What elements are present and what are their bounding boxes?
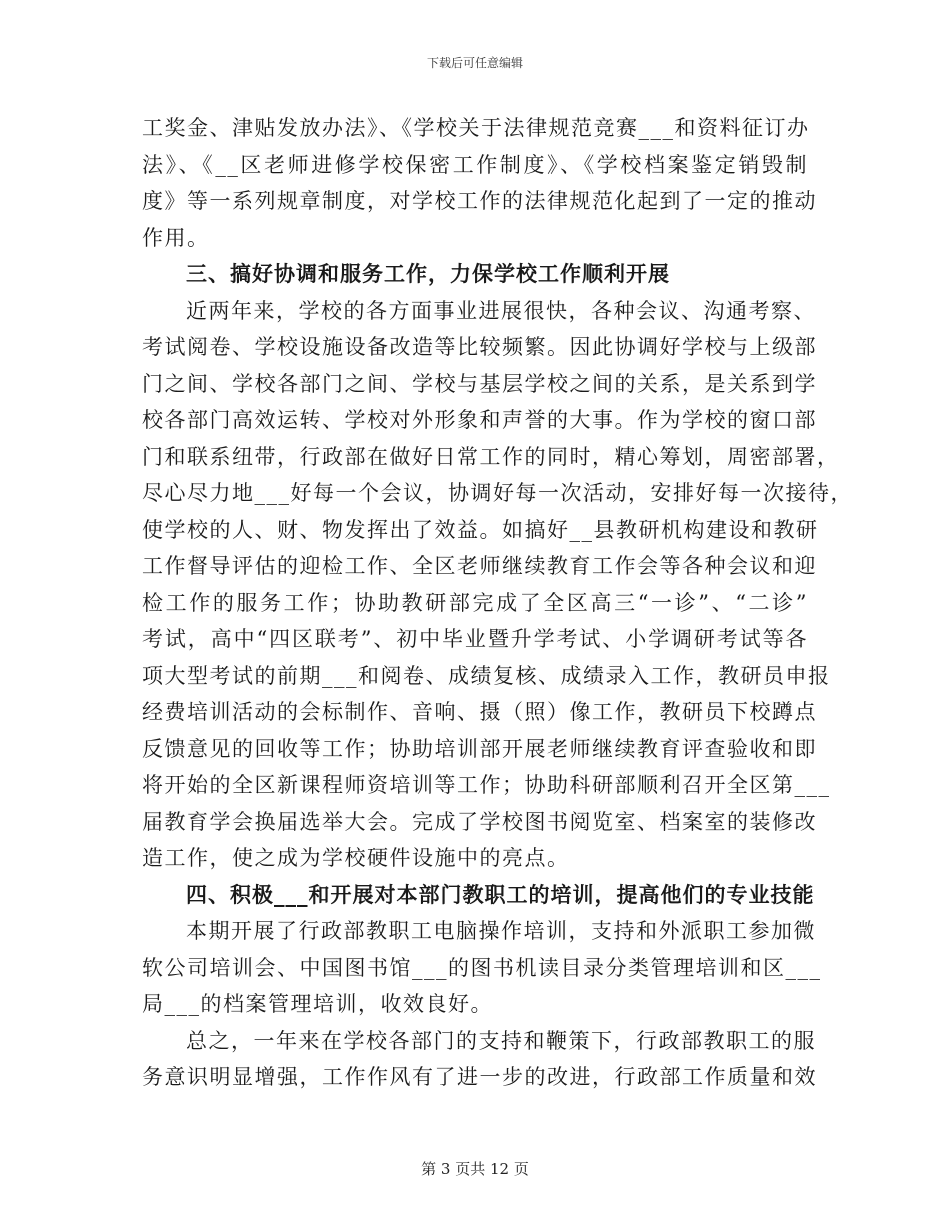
text-line: 局___的档案管理培训，收效良好。 bbox=[142, 992, 493, 1016]
text-line: 工作督导评估的迎检工作、全区老师继续教育工作会等各种会议和迎 bbox=[142, 554, 817, 578]
document-body bbox=[142, 110, 853, 1096]
text-line: 将开始的全区新课程师资培训等工作；协助科研部顺利召开全区第___ bbox=[142, 773, 831, 797]
page-number: 第 3 页共 12 页 bbox=[421, 1160, 529, 1178]
text-line: 反馈意见的回收等工作；协助培训部开展老师继续教育评查验收和即 bbox=[142, 736, 817, 761]
text-line: 本期开展了行政部教职工电脑操作培训，支持和外派职工参加微 bbox=[186, 919, 816, 943]
section-heading: 三、搞好协调和服务工作，力保学校工作顺利开展 bbox=[186, 262, 670, 286]
text-line: 度》等一系列规章制度，对学校工作的法律规范化起到了一定的推动 bbox=[142, 189, 817, 213]
text-line: 软公司培训会、中国图书馆___的图书机读目录分类管理培训和区___ bbox=[142, 955, 822, 980]
text-line: 考试，高中“四区联考”、初中毕业暨升学考试、小学调研考试等各 bbox=[142, 627, 808, 651]
text-line: 近两年来，学校的各方面事业进展很快，各种会议、沟通考察、 bbox=[186, 298, 816, 323]
text-line: 尽心尽力地___好每一个会议，协调好每一次活动，安排好每一次接待， bbox=[142, 481, 853, 505]
text-line: 法》、《__区老师进修学校保密工作制度》、《学校档案鉴定销毁制 bbox=[142, 152, 808, 177]
text-line: 项大型考试的前期___和阅卷、成绩复核、成绩录入工作，教研员申报 bbox=[142, 663, 831, 688]
text-line: 门之间、学校各部门之间、学校与基层学校之间的关系，是关系到学 bbox=[142, 371, 817, 396]
page-header-note: 下载后可任意编辑 bbox=[426, 56, 523, 70]
text-line: 工奖金、津贴发放办法》、《学校关于法律规范竞赛___和资料征订办 bbox=[142, 116, 810, 140]
text-line: 届教育学会换届选举大会。完成了学校图书阅览室、档案室的装修改 bbox=[142, 809, 817, 834]
text-line: 总之，一年来在学校各部门的支持和鞭策下，行政部教职工的服 bbox=[186, 1028, 816, 1053]
text-line: 考试阅卷、学校设施设备改造等比较频繁。因此协调好学校与上级部 bbox=[142, 335, 817, 359]
section-heading: 四、积极___和开展对本部门教职工的培训，提高他们的专业技能 bbox=[186, 882, 815, 907]
text-line: 造工作，使之成为学校硬件设施中的亮点。 bbox=[142, 846, 570, 870]
text-line: 作用。 bbox=[142, 225, 210, 250]
text-line: 务意识明显增强，工作作风有了进一步的改进，行政部工作质量和效 bbox=[142, 1065, 817, 1089]
text-line: 检工作的服务工作；协助教研部完成了全区高三“一诊”、“二诊” bbox=[142, 590, 808, 615]
text-line: 门和联系纽带，行政部在做好日常工作的同时，精心筹划，周密部署， bbox=[142, 444, 840, 469]
text-line: 使学校的人、财、物发挥出了效益。如搞好__县教研机构建设和教研 bbox=[142, 517, 819, 542]
text-line: 经费培训活动的会标制作、音响、摄（照）像工作，教研员下校蹲点 bbox=[142, 700, 817, 724]
text-line: 校各部门高效运转、学校对外形象和声誉的大事。作为学校的窗口部 bbox=[142, 408, 817, 432]
